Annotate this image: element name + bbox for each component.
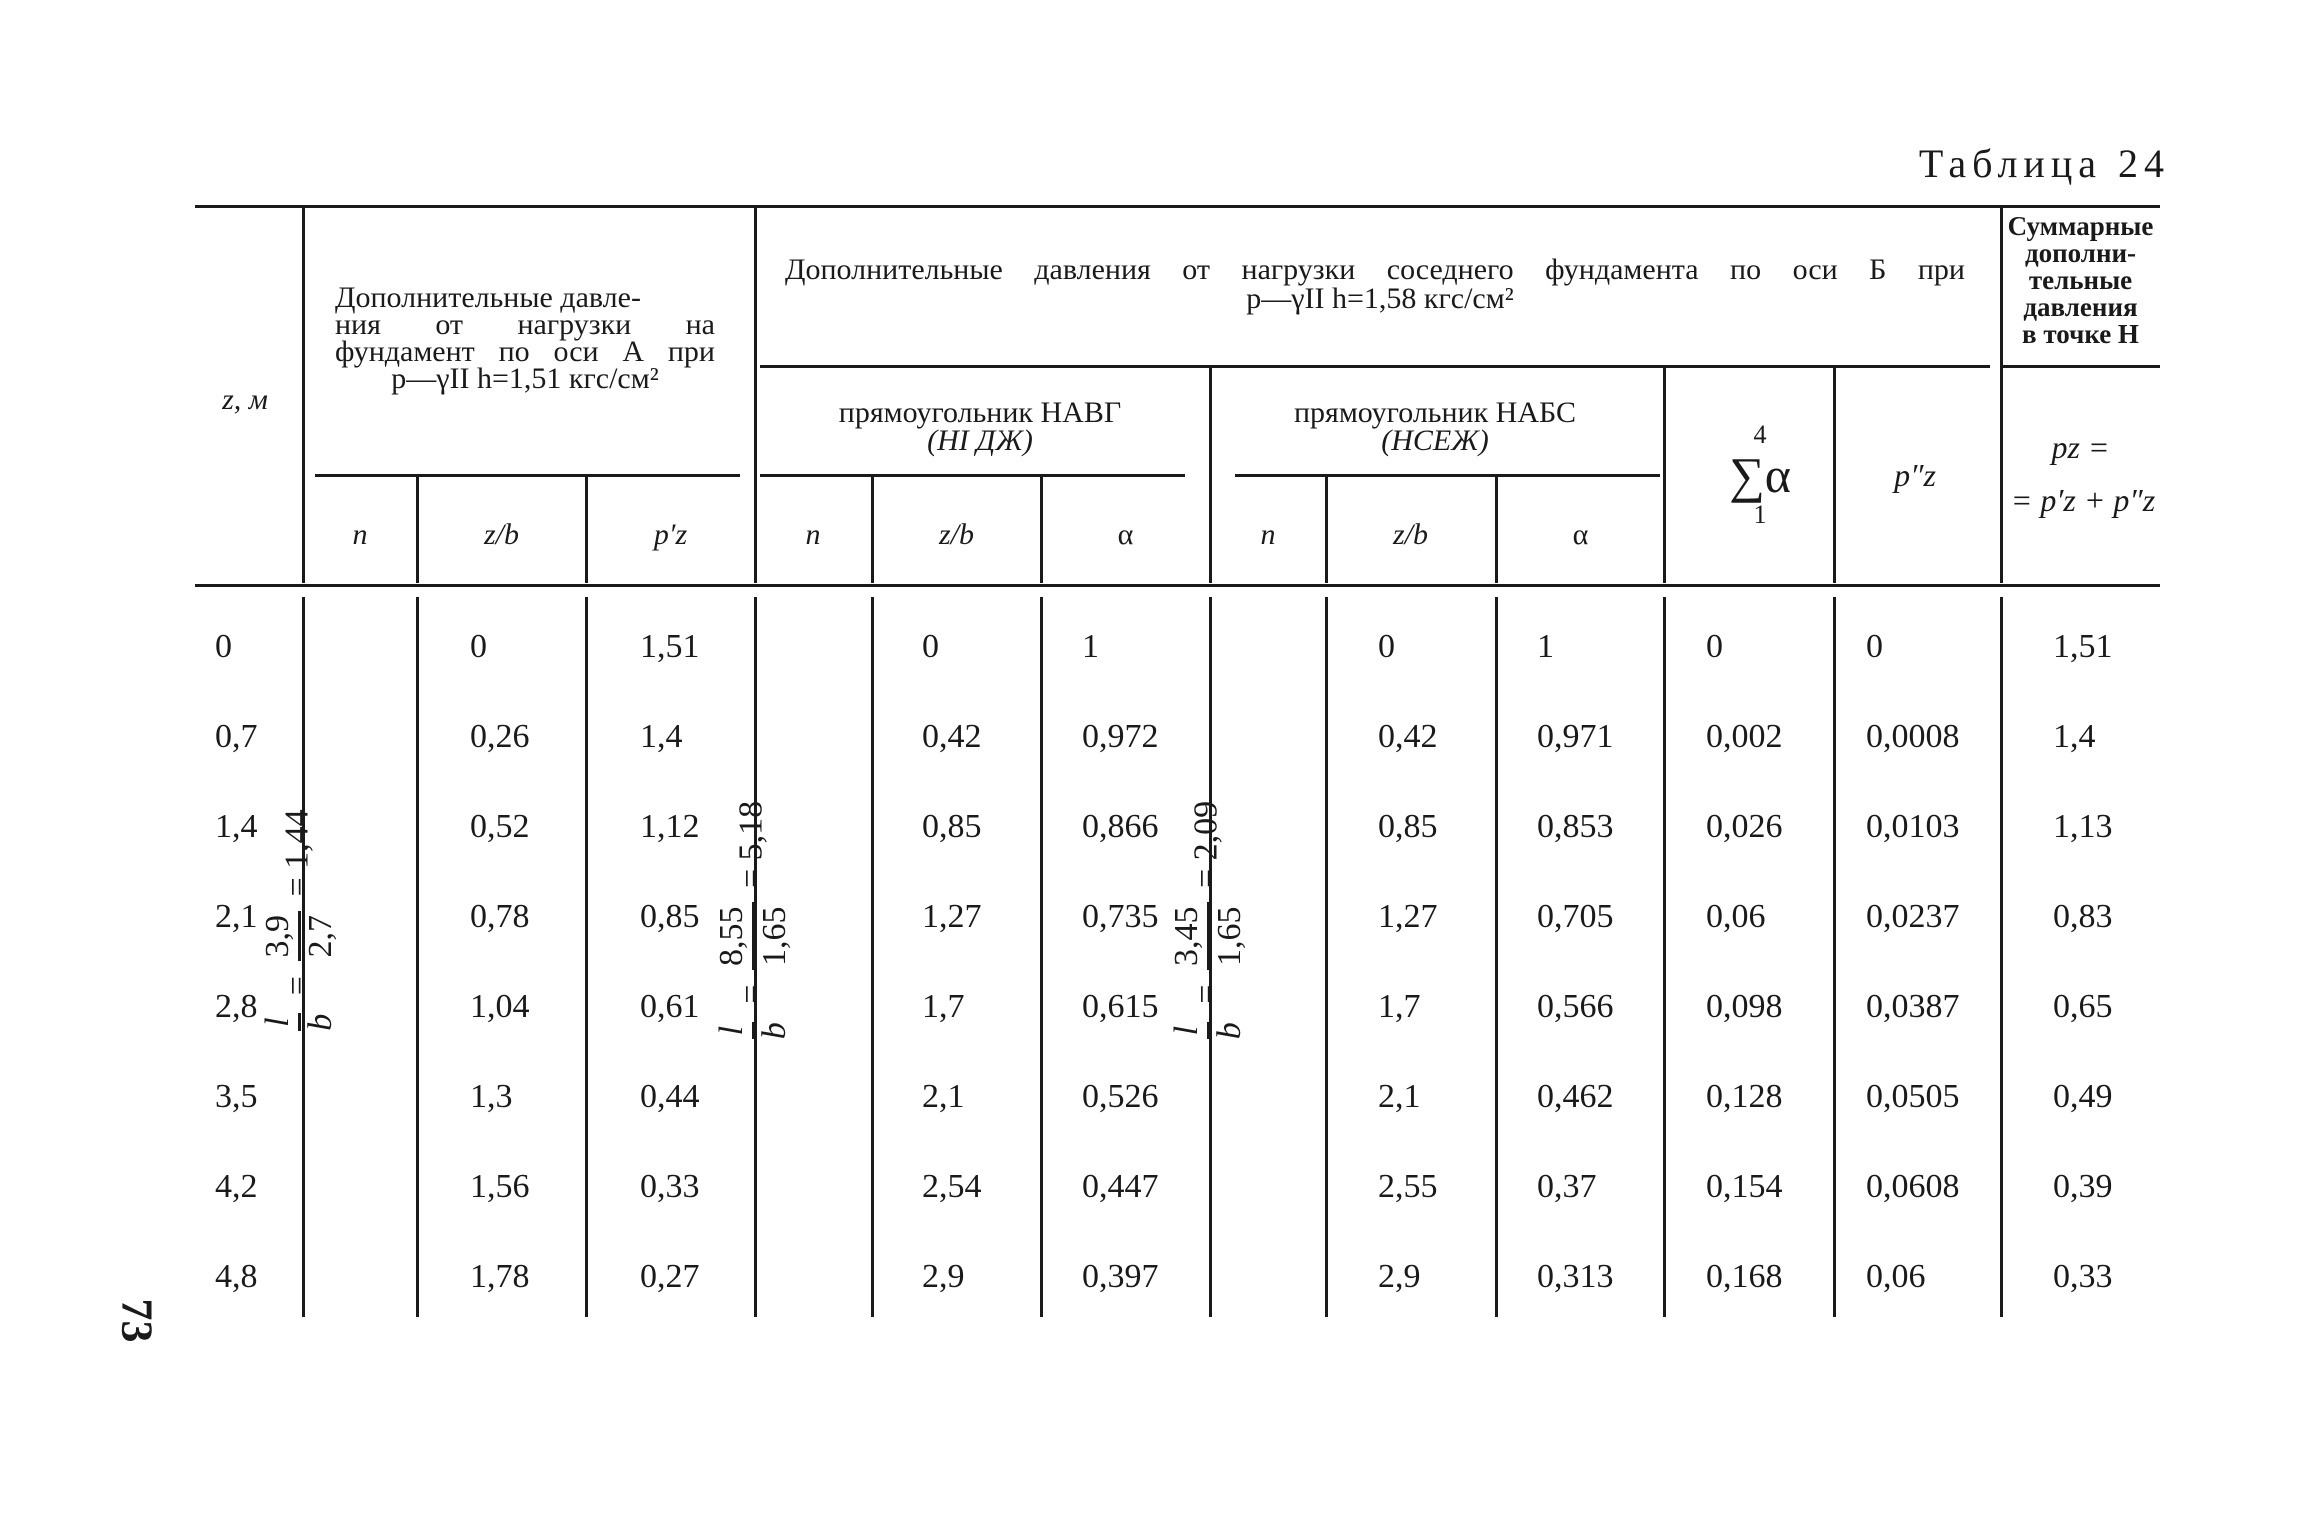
cell-total: 1,13 bbox=[2053, 808, 2113, 845]
ratio-a-lhs-den: b bbox=[302, 1013, 339, 1031]
header-rect2-line2: (НСЕЖ) bbox=[1381, 424, 1489, 457]
subheader-b1-zb: z/b bbox=[938, 518, 974, 551]
subheader-b2-zb: z/b bbox=[1392, 518, 1428, 551]
subheader-b1-n: n bbox=[805, 518, 821, 551]
cell-a-pz: 0,27 bbox=[640, 1258, 700, 1295]
cell-z: 4,8 bbox=[215, 1258, 258, 1295]
cell-b2-zb: 0,42 bbox=[1378, 718, 1438, 755]
cell-pz-double: 0,0505 bbox=[1866, 1078, 1960, 1115]
total-header-divider bbox=[2000, 365, 2160, 368]
subheader-a-zb: z/b bbox=[483, 518, 519, 551]
cell-a-zb: 0,78 bbox=[470, 898, 530, 935]
cell-pz-double: 0,0237 bbox=[1866, 898, 1960, 935]
cell-pz-double: 0,06 bbox=[1866, 1258, 1926, 1295]
ratio-a: l b = 3,9 2,7 = 1,44 bbox=[258, 735, 348, 1115]
header-total-line2: дополни- bbox=[2024, 238, 2137, 268]
body-rule-sum bbox=[1663, 597, 1666, 1317]
header-group-b-line1: Дополнительные давления от нагрузки соседнего фундамента по оси Б при bbox=[785, 253, 1965, 286]
cell-a-pz: 0,61 bbox=[640, 988, 700, 1025]
cell-pz-double: 0,0387 bbox=[1866, 988, 1960, 1025]
cell-b2-alpha: 0,462 bbox=[1537, 1078, 1614, 1115]
cell-a-zb: 1,56 bbox=[470, 1168, 530, 1205]
cell-total: 0,49 bbox=[2053, 1078, 2113, 1115]
body-rule-b1-alpha bbox=[1040, 597, 1043, 1317]
subheader-a-n: n bbox=[352, 518, 368, 551]
cell-b1-alpha: 0,615 bbox=[1082, 988, 1159, 1025]
cell-total: 0,33 bbox=[2053, 1258, 2113, 1295]
body-rule-total bbox=[2000, 597, 2003, 1317]
ratio-b2-lhs-num: l bbox=[1167, 1022, 1210, 1039]
header-z: z, м bbox=[222, 383, 268, 416]
body-rule-b1-zb bbox=[871, 597, 874, 1317]
sum-upper-limit: 4 bbox=[1753, 420, 1767, 449]
header-group-a-line1: Дополнительные давле- bbox=[335, 281, 641, 314]
cell-b1-alpha: 0,735 bbox=[1082, 898, 1159, 935]
header-group-a-line2: ния от нагрузки на bbox=[335, 308, 715, 341]
cell-b2-alpha: 0,971 bbox=[1537, 718, 1614, 755]
header-total-line1: Суммарные bbox=[2007, 211, 2154, 241]
cell-b2-alpha: 0,705 bbox=[1537, 898, 1614, 935]
cell-sum-alpha: 0,128 bbox=[1706, 1078, 1783, 1115]
ratio-b1-lhs-num: l bbox=[712, 1022, 755, 1039]
subheader-a-pz: p′z bbox=[653, 518, 688, 551]
subheader-b1-alpha: α bbox=[1117, 518, 1134, 551]
ratio-a-result: = 1,44 bbox=[278, 809, 316, 897]
cell-a-zb: 1,78 bbox=[470, 1258, 530, 1295]
header-bottom-rule bbox=[195, 584, 2160, 587]
ratio-b2: l b = 3,45 1,65 = 2,09 bbox=[1167, 735, 1257, 1115]
cell-total: 1,51 bbox=[2053, 628, 2113, 665]
col-rule-pz2 bbox=[1833, 368, 1836, 583]
header-group-a-line4: p—γII h=1,51 кгс/см² bbox=[391, 362, 659, 395]
header-rect1-line2: (НІ ДЖ) bbox=[927, 424, 1033, 457]
cell-a-pz: 1,51 bbox=[640, 628, 700, 665]
cell-sum-alpha: 0,168 bbox=[1706, 1258, 1783, 1295]
cell-b1-zb: 2,9 bbox=[922, 1258, 965, 1295]
cell-a-zb: 0,52 bbox=[470, 808, 530, 845]
page-number: 73 bbox=[112, 1298, 162, 1343]
body-rule-b2-alpha bbox=[1495, 597, 1498, 1317]
cell-b2-zb: 2,55 bbox=[1378, 1168, 1438, 1205]
rect2-subdivider bbox=[1235, 474, 1660, 477]
col-rule-sum bbox=[1663, 368, 1666, 583]
header-total-formula-2: = p′z + p″z bbox=[2010, 482, 2156, 518]
ratio-b2-num: 3,45 bbox=[1167, 903, 1210, 971]
subheader-b2-alpha: α bbox=[1572, 518, 1589, 551]
cell-a-zb: 1,3 bbox=[470, 1078, 513, 1115]
rect1-subdivider bbox=[760, 474, 1185, 477]
ratio-a-den: 2,7 bbox=[302, 915, 339, 958]
cell-b2-alpha: 0,313 bbox=[1537, 1258, 1614, 1295]
table-top-rule bbox=[195, 205, 2160, 208]
cell-b1-alpha: 1 bbox=[1082, 628, 1099, 665]
cell-b1-alpha: 0,447 bbox=[1082, 1168, 1159, 1205]
header-total-line3: тельные bbox=[2028, 265, 2133, 295]
cell-a-pz: 1,12 bbox=[640, 808, 700, 845]
cell-a-pz: 0,44 bbox=[640, 1078, 700, 1115]
cell-sum-alpha: 0,026 bbox=[1706, 808, 1783, 845]
cell-total: 1,4 bbox=[2053, 718, 2096, 755]
cell-sum-alpha: 0,06 bbox=[1706, 898, 1766, 935]
cell-pz-double: 0,0008 bbox=[1866, 718, 1960, 755]
cell-pz-double: 0,0103 bbox=[1866, 808, 1960, 845]
body-rule-b2-zb bbox=[1325, 597, 1328, 1317]
ratio-b1-num: 8,55 bbox=[712, 903, 755, 971]
cell-z: 2,1 bbox=[215, 898, 258, 935]
cell-total: 0,39 bbox=[2053, 1168, 2113, 1205]
cell-b2-alpha: 0,37 bbox=[1537, 1168, 1597, 1205]
cell-a-zb: 1,04 bbox=[470, 988, 530, 1025]
ratio-a-lhs-num: l bbox=[258, 1013, 301, 1030]
sum-lower-limit: 1 bbox=[1753, 500, 1767, 529]
ratio-b2-den: 1,65 bbox=[1211, 906, 1248, 966]
cell-b2-zb: 2,9 bbox=[1378, 1258, 1421, 1295]
cell-b1-zb: 2,54 bbox=[922, 1168, 982, 1205]
cell-b1-zb: 2,1 bbox=[922, 1078, 965, 1115]
cell-a-zb: 0,26 bbox=[470, 718, 530, 755]
cell-b2-zb: 1,7 bbox=[1378, 988, 1421, 1025]
cell-z: 0,7 bbox=[215, 718, 258, 755]
cell-sum-alpha: 0,098 bbox=[1706, 988, 1783, 1025]
header-rect2-line1: прямоугольник НАБС bbox=[1293, 396, 1577, 429]
cell-b1-zb: 0,42 bbox=[922, 718, 982, 755]
cell-b2-zb: 0 bbox=[1378, 628, 1395, 665]
cell-z: 1,4 bbox=[215, 808, 258, 845]
cell-b2-zb: 1,27 bbox=[1378, 898, 1438, 935]
header-rect1-line1: прямоугольник НАВГ bbox=[838, 396, 1122, 429]
ratio-b1-result: = 5,18 bbox=[732, 800, 770, 888]
cell-b1-zb: 0,85 bbox=[922, 808, 982, 845]
cell-b1-zb: 1,27 bbox=[922, 898, 982, 935]
cell-b1-zb: 0 bbox=[922, 628, 939, 665]
sum-symbol: ∑α bbox=[1729, 447, 1791, 503]
cell-z: 2,8 bbox=[215, 988, 258, 1025]
cell-pz-double: 0,0608 bbox=[1866, 1168, 1960, 1205]
cell-z: 4,2 bbox=[215, 1168, 258, 1205]
cell-sum-alpha: 0,154 bbox=[1706, 1168, 1783, 1205]
cell-b1-zb: 1,7 bbox=[922, 988, 965, 1025]
header-group-b-line2: p—γII h=1,58 кгс/см² bbox=[1246, 282, 1514, 315]
header-sum-alpha bbox=[1705, 420, 1815, 530]
cell-a-pz: 1,4 bbox=[640, 718, 683, 755]
group-b-divider bbox=[760, 365, 1990, 368]
ratio-b2-lhs-den: b bbox=[1211, 1022, 1248, 1040]
col-rule-rect2 bbox=[1209, 368, 1212, 583]
cell-a-zb: 0 bbox=[470, 628, 487, 665]
ratio-b1: l b = 8,55 1,65 = 5,18 bbox=[712, 735, 802, 1115]
ratio-b2-result: = 2,09 bbox=[1187, 800, 1225, 888]
body-rule-pz2 bbox=[1833, 597, 1836, 1317]
header-group-a-line3: фундамент по оси А при bbox=[335, 335, 715, 368]
cell-b1-alpha: 0,972 bbox=[1082, 718, 1159, 755]
header-pz-double: p″z bbox=[1894, 457, 1936, 493]
cell-b2-alpha: 0,566 bbox=[1537, 988, 1614, 1025]
body-rule-a-pz bbox=[585, 597, 588, 1317]
table-title: Таблица 24 bbox=[1918, 141, 2170, 186]
cell-b1-alpha: 0,866 bbox=[1082, 808, 1159, 845]
header-total-line5: в точке Н bbox=[2022, 319, 2139, 349]
cell-total: 0,65 bbox=[2053, 988, 2113, 1025]
ratio-a-num: 3,9 bbox=[258, 911, 301, 962]
cell-b2-zb: 2,1 bbox=[1378, 1078, 1421, 1115]
group-a-subdivider bbox=[315, 474, 740, 477]
subheader-b2-n: n bbox=[1260, 518, 1276, 551]
header-total-formula-1: pz = bbox=[2051, 429, 2110, 465]
ratio-b1-den: 1,65 bbox=[756, 906, 793, 966]
cell-sum-alpha: 0,002 bbox=[1706, 718, 1783, 755]
cell-b2-alpha: 1 bbox=[1537, 628, 1554, 665]
cell-z: 3,5 bbox=[215, 1078, 258, 1115]
cell-z: 0 bbox=[215, 628, 232, 665]
body-rule-a-zb bbox=[416, 597, 419, 1317]
cell-b2-alpha: 0,853 bbox=[1537, 808, 1614, 845]
ratio-b1-lhs-den: b bbox=[756, 1022, 793, 1040]
cell-total: 0,83 bbox=[2053, 898, 2113, 935]
cell-b1-alpha: 0,526 bbox=[1082, 1078, 1159, 1115]
cell-sum-alpha: 0 bbox=[1706, 628, 1723, 665]
cell-a-pz: 0,33 bbox=[640, 1168, 700, 1205]
cell-pz-double: 0 bbox=[1866, 628, 1883, 665]
cell-b1-alpha: 0,397 bbox=[1082, 1258, 1159, 1295]
header-total-line4: давления bbox=[2023, 292, 2138, 322]
cell-a-pz: 0,85 bbox=[640, 898, 700, 935]
cell-b2-zb: 0,85 bbox=[1378, 808, 1438, 845]
